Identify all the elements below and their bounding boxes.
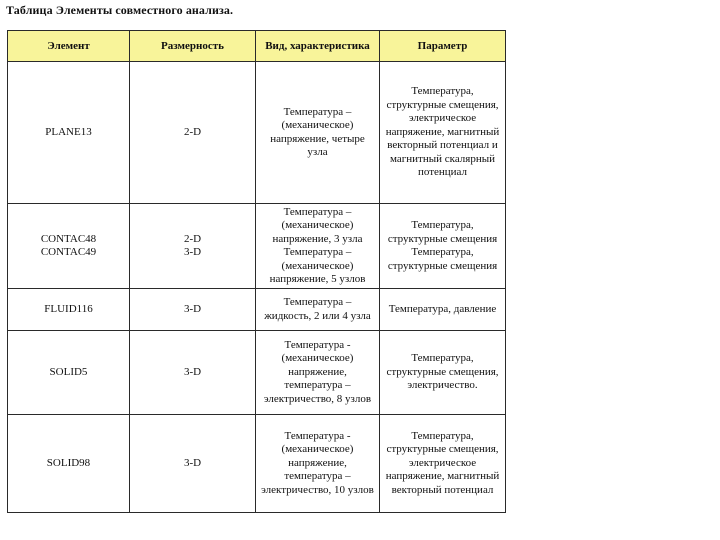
table-title: Таблица Элементы совместного анализа. [6,3,234,17]
cell-parameter-part: Температура, структурные смещения [387,246,498,272]
cell-type: Температура - (механическое) напряжение, температура – электричество, 8 узлов [256,331,380,415]
cell-element: PLANE13 [8,62,130,204]
cell-type [256,204,380,289]
cell-parameter-part: Температура, структурные смещения [387,219,498,245]
header-dimension: Размерность [130,31,256,62]
cell-dimension-part: 3-D [183,246,202,258]
header-row [8,31,506,62]
cell-dimension: 3-D [130,331,256,415]
cell-parameter [380,204,506,289]
table-row [8,289,506,331]
cell-parameter: Температура, давление [380,289,506,331]
table-row [8,331,506,415]
cell-parameter: Температура, структурные смещения, электрическое напряжение, магнитный векторный потенциал и магнитный скалярный потенциал [380,62,506,204]
cell-type: Температура – (механическое) напряжение, четыре узла [256,62,380,204]
cell-dimension: 2-D [130,62,256,204]
cell-type-part: Температура – (механическое) напряжение, 3 узла [272,205,363,245]
cell-element [8,204,130,289]
cell-element-part: CONTAC48 [40,232,97,245]
cell-dimension: 3-D [130,415,256,513]
header-type: Вид, характеристика [256,31,380,62]
header-parameter: Параметр [380,31,506,62]
cell-type: Температура - (механическое) напряжение, температура – электричество, 10 узлов [256,415,380,513]
cell-dimension [130,204,256,289]
cell-element: SOLID98 [8,415,130,513]
cell-element-part: CONTAC49 [40,246,97,258]
cell-element: SOLID5 [8,331,130,415]
cell-dimension: 3-D [130,289,256,331]
elements-table [7,30,506,513]
header-element: Элемент [8,31,130,62]
cell-parameter: Температура, структурные смещения, электрическое напряжение, магнитный векторный потенциал [380,415,506,513]
cell-type-part: Температура – (механическое) напряжение, 5 узлов [269,246,366,285]
cell-dimension-part: 2-D [183,232,202,245]
cell-type: Температура – жидкость, 2 или 4 узла [256,289,380,331]
cell-element: FLUID116 [8,289,130,331]
table-row [8,415,506,513]
table-row [8,204,506,289]
table-row [8,62,506,204]
cell-parameter: Температура, структурные смещения, электричество. [380,331,506,415]
